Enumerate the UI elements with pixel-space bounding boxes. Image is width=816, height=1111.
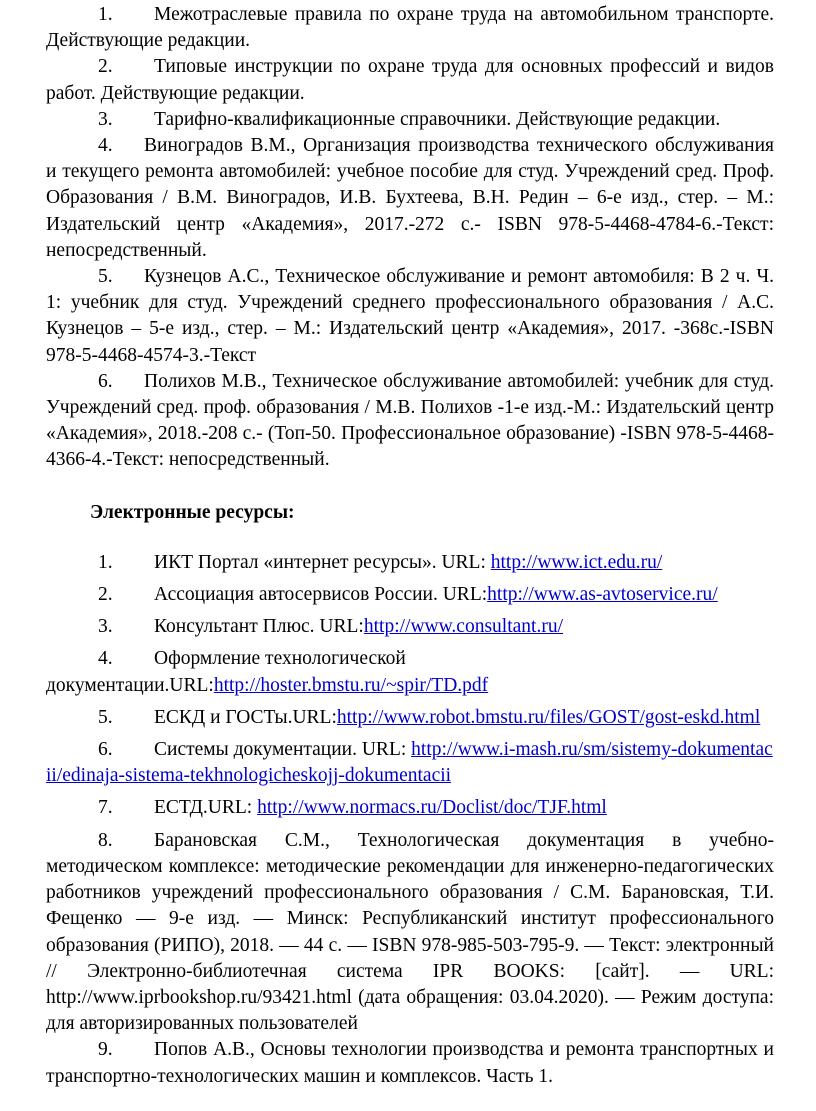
item-text: Кузнецов А.С., Техническое обслуживание и ремонт автомобиля: В 2 ч. Ч. 1: учебник для студ. Учреждений среднего профессионального образования / А.С. Кузнецов – 5-е изд., стер. – М.: Издательский центр «Академия», 2017. -368с.-ISBN 978-5-4468-4574-3.-Текст xyxy=(46,266,774,366)
item-number: 4. xyxy=(98,135,113,157)
resource-link[interactable]: http://www.consultant.ru/ xyxy=(363,616,563,638)
item-number: 2. xyxy=(98,584,113,606)
item-text: Барановская С.М., Технологическая документация в учебно-методическом комплексе: методические рекомендации для инженерно-педагогических работников учреждений профессионального образования / С.М. Барановская, Т.И. Фещенко — 9-е изд. — Минск: Республиканский институт профессионального образования (РИПО), 2018. — 44 с. — ISBN 978-985-503-795-9. — Текст: электронный // Электронно-библиотечная система IPR BOOKS: [сайт]. — URL: http://www.iprbookshop.ru/93421.html (дата обращения: 03.04.2020). — Режим доступа: для авторизированных пользователей xyxy=(46,829,774,1035)
item-number: 6. xyxy=(98,370,113,392)
item-number: 5. xyxy=(98,266,113,288)
resource-item-5 xyxy=(46,705,774,731)
item-text: Системы документации. URL: xyxy=(154,739,412,761)
resource-link[interactable]: http://www.robot.bmstu.ru/files/GOST/gost-eskd.html xyxy=(336,706,761,728)
item-number: 3. xyxy=(98,108,113,130)
resource-item-3 xyxy=(46,614,774,640)
item-number: 6. xyxy=(98,739,113,761)
item-text: Межотраслевые правила по охране труда на автомобильном транспорте. Действующие редакции. xyxy=(46,4,774,52)
item-text: ЕСКД и ГОСТы.URL: xyxy=(154,706,337,728)
item-text: Оформление технологической документации.URL: xyxy=(46,648,406,696)
resource-item-1 xyxy=(46,550,774,576)
resource-link[interactable]: http://hoster.bmstu.ru/~spir/TD.pdf xyxy=(213,674,489,696)
item-number: 8. xyxy=(98,829,113,851)
item-number: 1. xyxy=(98,551,113,573)
item-text: Полихов М.В., Техническое обслуживание автомобилей: учебник для студ. Учреждений сред. проф. образования / М.В. Полихов -1-е изд.-М.: Издательский центр «Академия», 2018.-208 с.- (Топ-50. Профессиональное образование) -ISBN 978-5-4468-4366-4.-Текст: непосредственный. xyxy=(46,370,774,471)
item-number: 1. xyxy=(98,4,113,25)
electronic-resources-heading: Электронные ресурсы: xyxy=(90,501,295,523)
item-text: Попов А.В., Основы технологии производства и ремонта транспортных и транспортно-технологических машин и комплексов. Часть 1. xyxy=(46,1039,774,1087)
resource-item-2 xyxy=(46,582,774,608)
resource-link[interactable]: http://www.as-avtoservice.ru/ xyxy=(487,584,718,606)
resource-item-4 xyxy=(46,646,774,698)
item-number: 5. xyxy=(98,706,113,728)
item-number: 2. xyxy=(98,56,113,78)
item-number: 3. xyxy=(98,616,113,638)
literature-item-5 xyxy=(46,264,774,369)
literature-item-2 xyxy=(46,54,774,106)
item-text: ЕСТД.URL: xyxy=(154,797,258,819)
resource-item-7 xyxy=(46,795,774,821)
literature-item-4 xyxy=(46,133,774,264)
item-number: 4. xyxy=(98,648,113,670)
literature-item-6 xyxy=(46,369,774,474)
item-text: Виноградов В.М., Организация производства технического обслуживания и текущего ремонта автомобилей: учебное пособие для студ. Учреждений сред. Проф. Образования / В.М. Виноградов, И.В. Бухтеева, В.Н. Редин – 6-е изд., стер. – М.: Издательский центр «Академия», 2017.-272 с.- ISBN 978-5-4468-4784-6.-Текст: непосредственный. xyxy=(46,135,774,261)
item-text: Тарифно-квалификационные справочники. Действующие редакции. xyxy=(154,108,721,130)
resource-item-8 xyxy=(46,828,774,1038)
item-text: Консультант Плюс. URL: xyxy=(154,616,364,638)
item-text: Типовые инструкции по охране труда для основных профессий и видов работ. Действующие редакции. xyxy=(46,56,774,104)
item-text: Ассоциация автосервисов России. URL: xyxy=(154,584,488,606)
resource-item-9 xyxy=(46,1037,774,1089)
item-text: ИКТ Портал «интернет ресурсы». URL: xyxy=(154,551,491,573)
resource-link[interactable]: http://www.ict.edu.ru/ xyxy=(490,551,663,573)
item-number: 9. xyxy=(98,1039,113,1061)
literature-item-1 xyxy=(46,2,774,54)
resource-link[interactable]: http://www.normacs.ru/Doclist/doc/TJF.html xyxy=(257,797,607,819)
literature-item-3 xyxy=(46,107,774,133)
resource-link[interactable]: http://www.i-mash.ru/sm/sistemy-dokumentacii/edinaja-sistema-tekhnologicheskojj-dokumentacii xyxy=(46,739,773,787)
resource-item-6 xyxy=(46,737,774,789)
item-number: 7. xyxy=(98,797,113,819)
